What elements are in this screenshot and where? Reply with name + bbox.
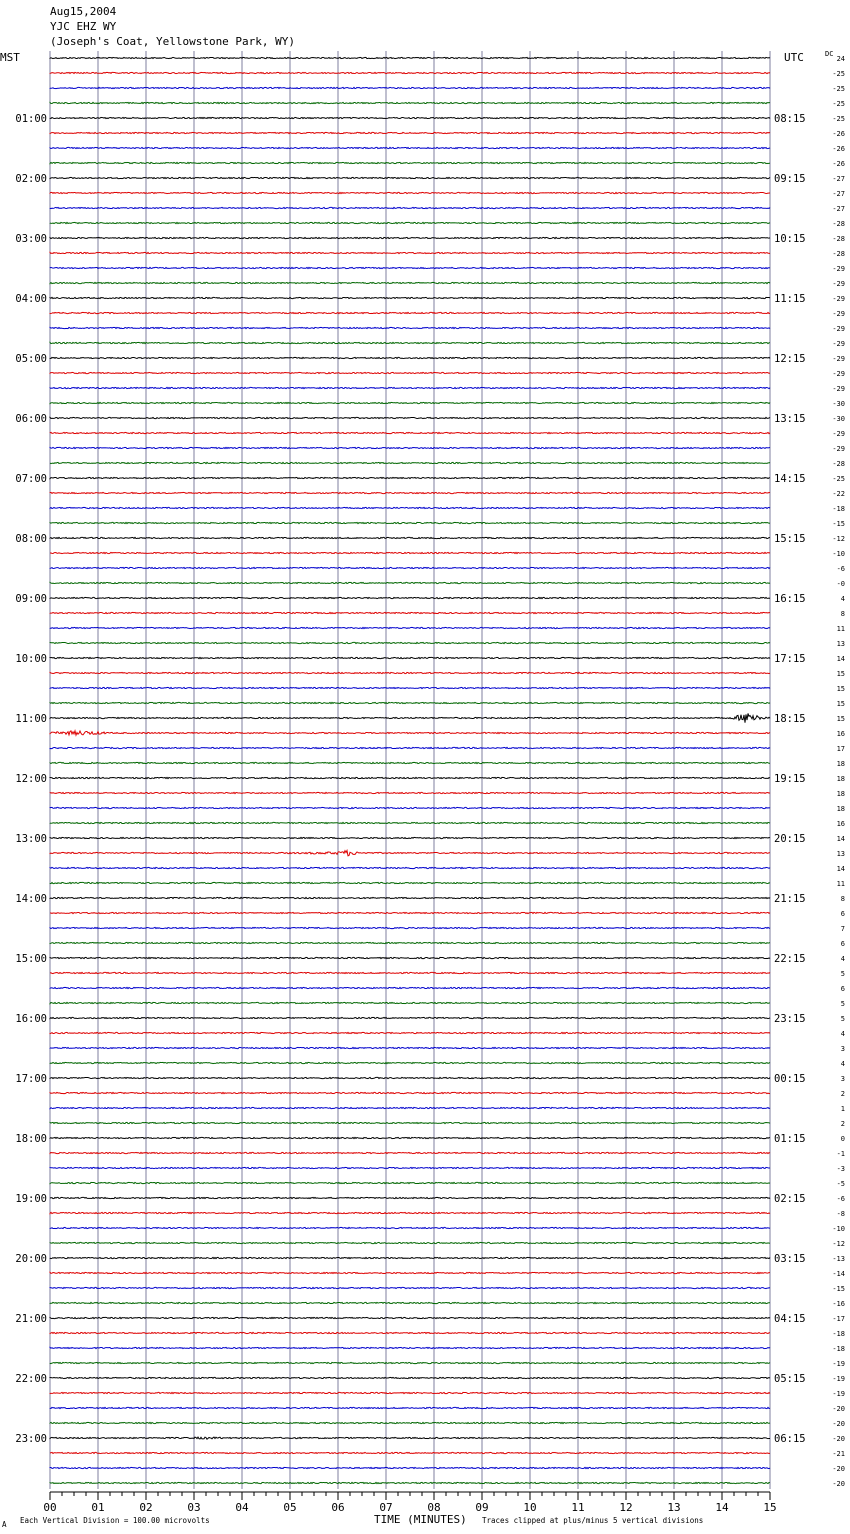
seismic-trace	[50, 1302, 770, 1303]
utc-hour-label: 12:15	[774, 353, 806, 365]
dc-offset-value: -10	[832, 1225, 845, 1233]
seismic-trace	[50, 417, 770, 418]
seismic-trace	[50, 1317, 770, 1318]
mst-hour-label: 12:00	[15, 773, 47, 785]
dc-offset-value: 4	[840, 1060, 845, 1068]
dc-offset-value: -10	[832, 550, 845, 558]
x-tick-label: 07	[379, 1501, 393, 1514]
seismic-trace	[50, 1407, 770, 1408]
x-tick-label: 01	[91, 1501, 105, 1514]
mst-hour-label: 07:00	[15, 473, 47, 485]
utc-hour-label: 18:15	[774, 713, 806, 725]
mst-hour-label: 19:00	[15, 1193, 47, 1205]
dc-offset-value: -20	[832, 1420, 845, 1428]
seismic-trace	[50, 747, 770, 748]
dc-offset-value: -1	[836, 1150, 845, 1158]
dc-offset-value: -28	[832, 220, 845, 228]
corner-mark: A	[2, 1520, 7, 1529]
seismic-trace	[50, 1227, 770, 1228]
dc-offset-value: 16	[836, 820, 845, 828]
seismic-trace	[50, 1062, 770, 1063]
utc-hour-label: 17:15	[774, 653, 806, 665]
dc-offset-value: 18	[836, 760, 845, 768]
dc-offset-value: -0	[836, 580, 845, 588]
seismic-trace	[50, 1197, 770, 1198]
dc-offset-value: -29	[832, 295, 845, 303]
dc-offset-value: 5	[840, 1015, 845, 1023]
seismic-trace	[50, 237, 770, 238]
dc-offset-value: -29	[832, 355, 845, 363]
dc-offset-value: 0	[840, 1135, 845, 1143]
seismic-trace	[50, 507, 770, 508]
x-tick-label: 15	[763, 1501, 777, 1514]
seismic-trace	[50, 807, 770, 808]
dc-offset-heading: DC	[825, 50, 834, 58]
seismic-trace	[50, 72, 770, 73]
dc-offset-value: 8	[840, 610, 845, 618]
dc-offset-value: -20	[832, 1405, 845, 1413]
seismic-trace	[50, 207, 770, 208]
dc-offset-value: -20	[832, 1480, 845, 1488]
dc-offset-value: -18	[832, 1330, 845, 1338]
dc-offset-value: -29	[832, 340, 845, 348]
dc-offset-value: -25	[832, 115, 845, 123]
dc-offset-value: -6	[836, 565, 845, 573]
x-tick-label: 11	[571, 1501, 585, 1514]
dc-offset-value: -18	[832, 1345, 845, 1353]
seismic-trace	[50, 882, 770, 883]
dc-offset-value: 5	[840, 970, 845, 978]
seismic-trace	[50, 1482, 770, 1483]
dc-offset-value: 14	[836, 835, 845, 843]
seismic-trace	[50, 57, 770, 58]
utc-hour-label: 19:15	[774, 773, 806, 785]
x-tick-label: 08	[427, 1501, 441, 1514]
dc-offset-value: -30	[832, 415, 845, 423]
dc-offset-value: -21	[832, 1450, 845, 1458]
dc-offset-value: 15	[836, 670, 845, 678]
seismic-trace	[50, 1392, 770, 1393]
dc-offset-value: -18	[832, 505, 845, 513]
seismic-trace	[50, 627, 770, 628]
mst-hour-label: 20:00	[15, 1253, 47, 1265]
x-tick-label: 13	[667, 1501, 681, 1514]
seismic-trace	[50, 912, 770, 913]
seismic-trace	[50, 1107, 770, 1108]
dc-offset-value: -19	[832, 1390, 845, 1398]
mst-hour-label: 21:00	[15, 1313, 47, 1325]
x-tick-label: 09	[475, 1501, 489, 1514]
seismic-trace	[50, 1017, 770, 1018]
dc-offset-value: -27	[832, 190, 845, 198]
dc-offset-value: -29	[832, 430, 845, 438]
dc-offset-value: 14	[836, 865, 845, 873]
seismic-trace	[50, 1257, 770, 1258]
mst-hour-label: 06:00	[15, 413, 47, 425]
seismic-trace	[50, 1452, 770, 1453]
seismic-trace	[50, 822, 770, 823]
x-tick-label: 10	[523, 1501, 537, 1514]
seismic-trace	[50, 762, 770, 763]
seismic-trace	[50, 1272, 770, 1273]
dc-offset-value: 4	[840, 955, 845, 963]
seismic-trace	[50, 552, 770, 553]
dc-offset-value: 15	[836, 685, 845, 693]
seismic-trace	[50, 612, 770, 613]
dc-offset-value: 18	[836, 775, 845, 783]
mst-hour-label: 03:00	[15, 233, 47, 245]
seismic-trace	[50, 267, 770, 268]
mst-hour-label: 02:00	[15, 173, 47, 185]
dc-offset-value: -20	[832, 1435, 845, 1443]
clip-note: Traces clipped at plus/minus 5 vertical divisions	[482, 1516, 704, 1525]
seismic-trace	[50, 957, 770, 958]
dc-offset-value: 4	[840, 595, 845, 603]
mst-hour-label: 23:00	[15, 1433, 47, 1445]
right-timezone-label: UTC	[784, 51, 804, 64]
dc-offset-value: -22	[832, 490, 845, 498]
seismic-trace	[50, 87, 770, 88]
mst-hour-label: 04:00	[15, 293, 47, 305]
mst-hour-label: 16:00	[15, 1013, 47, 1025]
mst-hour-label: 10:00	[15, 653, 47, 665]
seismic-trace	[50, 462, 770, 463]
utc-hour-label: 01:15	[774, 1133, 806, 1145]
mst-hour-label: 09:00	[15, 593, 47, 605]
dc-offset-value: -28	[832, 250, 845, 258]
seismic-trace	[50, 702, 770, 703]
seismic-trace	[50, 657, 770, 658]
mst-hour-label: 22:00	[15, 1373, 47, 1385]
seismic-trace	[50, 1077, 770, 1078]
x-tick-label: 12	[619, 1501, 633, 1514]
seismic-trace	[50, 492, 770, 493]
seismic-trace	[50, 537, 770, 538]
station-code-title: YJC EHZ WY	[50, 20, 117, 33]
seismic-trace	[50, 687, 770, 688]
dc-offset-value: -29	[832, 310, 845, 318]
seismic-trace	[50, 1092, 770, 1093]
seismic-trace	[50, 851, 770, 856]
dc-offset-value: 13	[836, 850, 845, 858]
seismic-trace	[50, 327, 770, 328]
dc-offset-value: -26	[832, 130, 845, 138]
dc-offset-value: 15	[836, 715, 845, 723]
utc-hour-label: 09:15	[774, 173, 806, 185]
dc-offset-value: 15	[836, 700, 845, 708]
mst-hour-label: 17:00	[15, 1073, 47, 1085]
seismic-trace	[50, 1362, 770, 1363]
utc-hour-label: 23:15	[774, 1013, 806, 1025]
x-tick-label: 14	[715, 1501, 729, 1514]
dc-offset-value: -13	[832, 1255, 845, 1263]
seismic-trace	[50, 987, 770, 988]
seismic-trace	[50, 867, 770, 868]
seismic-trace	[50, 713, 770, 722]
mst-hour-label: 05:00	[15, 353, 47, 365]
dc-offset-value: 8	[840, 895, 845, 903]
dc-offset-value: -3	[836, 1165, 845, 1173]
dc-offset-value: -28	[832, 235, 845, 243]
dc-offset-labels	[832, 55, 845, 1488]
dc-offset-value: -26	[832, 145, 845, 153]
mst-hour-label: 01:00	[15, 113, 47, 125]
seismic-trace	[50, 731, 770, 735]
seismic-trace	[50, 1437, 770, 1439]
seismic-trace	[50, 402, 770, 403]
seismic-trace	[50, 942, 770, 943]
seismic-trace	[50, 522, 770, 523]
seismic-trace	[50, 1347, 770, 1348]
dc-offset-value: -29	[832, 445, 845, 453]
dc-offset-value: 2	[840, 1120, 845, 1128]
dc-offset-value: -19	[832, 1375, 845, 1383]
dc-offset-value: -30	[832, 400, 845, 408]
utc-hour-label: 00:15	[774, 1073, 806, 1085]
left-timezone-label: MST	[0, 51, 20, 64]
mst-hour-label: 08:00	[15, 533, 47, 545]
utc-hour-label: 03:15	[774, 1253, 806, 1265]
seismic-trace	[50, 1467, 770, 1468]
dc-offset-value: -28	[832, 460, 845, 468]
seismic-trace	[50, 1242, 770, 1243]
utc-hour-label: 16:15	[774, 593, 806, 605]
seismic-trace	[50, 1122, 770, 1123]
dc-offset-value: -14	[832, 1270, 845, 1278]
seismic-trace	[50, 117, 770, 118]
x-tick-label: 04	[235, 1501, 249, 1514]
utc-hour-label: 05:15	[774, 1373, 806, 1385]
seismic-trace	[50, 477, 770, 478]
seismic-trace	[50, 1137, 770, 1138]
seismic-trace	[50, 357, 770, 358]
seismic-trace	[50, 102, 770, 103]
x-tick-label: 05	[283, 1501, 297, 1514]
seismic-trace	[50, 1332, 770, 1333]
dc-offset-value: -27	[832, 205, 845, 213]
dc-offset-value: -5	[836, 1180, 845, 1188]
station-date-title: Aug15,2004	[50, 5, 117, 18]
dc-offset-value: 14	[836, 655, 845, 663]
dc-offset-value: -17	[832, 1315, 845, 1323]
dc-offset-value: 6	[840, 910, 845, 918]
utc-hour-label: 06:15	[774, 1433, 806, 1445]
dc-offset-value: 6	[840, 985, 845, 993]
seismic-trace	[50, 447, 770, 448]
mst-hour-label: 11:00	[15, 713, 47, 725]
dc-offset-value: 11	[836, 880, 845, 888]
utc-hour-label: 20:15	[774, 833, 806, 845]
seismic-trace	[50, 837, 770, 838]
seismic-trace	[50, 312, 770, 313]
seismic-trace	[50, 252, 770, 253]
x-tick-label: 00	[43, 1501, 57, 1514]
utc-hour-label: 10:15	[774, 233, 806, 245]
dc-offset-value: -25	[832, 100, 845, 108]
dc-offset-value: 13	[836, 640, 845, 648]
seismic-trace	[50, 132, 770, 133]
seismic-trace	[50, 972, 770, 973]
utc-hour-label: 08:15	[774, 113, 806, 125]
dc-offset-value: -16	[832, 1300, 845, 1308]
dc-offset-value: 2	[840, 1090, 845, 1098]
seismic-trace	[50, 1422, 770, 1423]
seismic-trace	[50, 1167, 770, 1168]
x-tick-label: 06	[331, 1501, 345, 1514]
dc-offset-value: -25	[832, 475, 845, 483]
seismic-trace	[50, 192, 770, 193]
mst-hour-label: 18:00	[15, 1133, 47, 1145]
dc-offset-value: -6	[836, 1195, 845, 1203]
dc-offset-value: -29	[832, 385, 845, 393]
seismic-trace	[50, 282, 770, 283]
utc-hour-label: 21:15	[774, 893, 806, 905]
x-tick-label: 03	[187, 1501, 201, 1514]
seismic-trace	[50, 1287, 770, 1288]
seismic-trace	[50, 1152, 770, 1153]
seismic-trace	[50, 222, 770, 223]
dc-offset-value: 3	[840, 1045, 845, 1053]
dc-offset-value: -12	[832, 535, 845, 543]
utc-hour-label: 13:15	[774, 413, 806, 425]
dc-offset-value: -19	[832, 1360, 845, 1368]
seismic-trace	[50, 642, 770, 643]
dc-offset-value: -15	[832, 520, 845, 528]
seismic-trace	[50, 1182, 770, 1183]
dc-offset-value: -27	[832, 175, 845, 183]
dc-offset-value: 6	[840, 940, 845, 948]
seismic-trace	[50, 792, 770, 793]
seismic-trace	[50, 1212, 770, 1213]
dc-offset-value: -25	[832, 70, 845, 78]
dc-offset-value: 18	[836, 790, 845, 798]
dc-offset-value: -29	[832, 280, 845, 288]
seismic-trace	[50, 1047, 770, 1048]
utc-hour-labels	[774, 113, 806, 1445]
vertical-scale-note: Each Vertical Division = 100.00 microvolts	[20, 1516, 210, 1525]
seismic-trace	[50, 897, 770, 898]
seismic-trace	[50, 672, 770, 673]
utc-hour-label: 04:15	[774, 1313, 806, 1325]
seismic-trace	[50, 372, 770, 373]
seismic-trace	[50, 927, 770, 928]
dc-offset-value: -8	[836, 1210, 845, 1218]
dc-offset-value: -29	[832, 265, 845, 273]
x-axis-title: TIME (MINUTES)	[374, 1513, 467, 1526]
dc-offset-value: 17	[836, 745, 845, 753]
seismic-trace	[50, 432, 770, 433]
seismic-traces	[50, 57, 770, 1483]
utc-hour-label: 15:15	[774, 533, 806, 545]
utc-hour-label: 22:15	[774, 953, 806, 965]
dc-offset-value: -15	[832, 1285, 845, 1293]
x-tick-label: 02	[139, 1501, 153, 1514]
seismic-trace	[50, 387, 770, 388]
dc-offset-value: -25	[832, 85, 845, 93]
seismic-trace	[50, 147, 770, 148]
seismic-trace	[50, 777, 770, 778]
dc-offset-value: 11	[836, 625, 845, 633]
station-location-title: (Joseph's Coat, Yellowstone Park, WY)	[50, 35, 296, 48]
dc-offset-value: -29	[832, 370, 845, 378]
seismic-trace	[50, 597, 770, 598]
seismic-trace	[50, 567, 770, 568]
dc-offset-value: 16	[836, 730, 845, 738]
mst-hour-label: 14:00	[15, 893, 47, 905]
dc-offset-value: 18	[836, 805, 845, 813]
seismic-trace	[50, 1032, 770, 1033]
dc-offset-value: -26	[832, 160, 845, 168]
dc-offset-value: 3	[840, 1075, 845, 1083]
seismic-trace	[50, 297, 770, 298]
mst-hour-label: 13:00	[15, 833, 47, 845]
seismic-trace	[50, 1002, 770, 1003]
utc-hour-label: 02:15	[774, 1193, 806, 1205]
seismic-trace	[50, 162, 770, 163]
dc-offset-value: -12	[832, 1240, 845, 1248]
seismic-trace	[50, 342, 770, 343]
dc-offset-value: 24	[836, 55, 845, 63]
dc-offset-value: -29	[832, 325, 845, 333]
dc-offset-value: 5	[840, 1000, 845, 1008]
dc-offset-value: 4	[840, 1030, 845, 1038]
utc-hour-label: 11:15	[774, 293, 806, 305]
seismic-trace	[50, 1377, 770, 1378]
dc-offset-value: 7	[840, 925, 845, 933]
seismic-trace	[50, 177, 770, 178]
mst-hour-label: 15:00	[15, 953, 47, 965]
seismic-trace	[50, 582, 770, 583]
utc-hour-label: 14:15	[774, 473, 806, 485]
dc-offset-value: 1	[840, 1105, 845, 1113]
dc-offset-value: -20	[832, 1465, 845, 1473]
x-axis	[43, 1492, 776, 1514]
mst-hour-labels	[15, 113, 47, 1445]
